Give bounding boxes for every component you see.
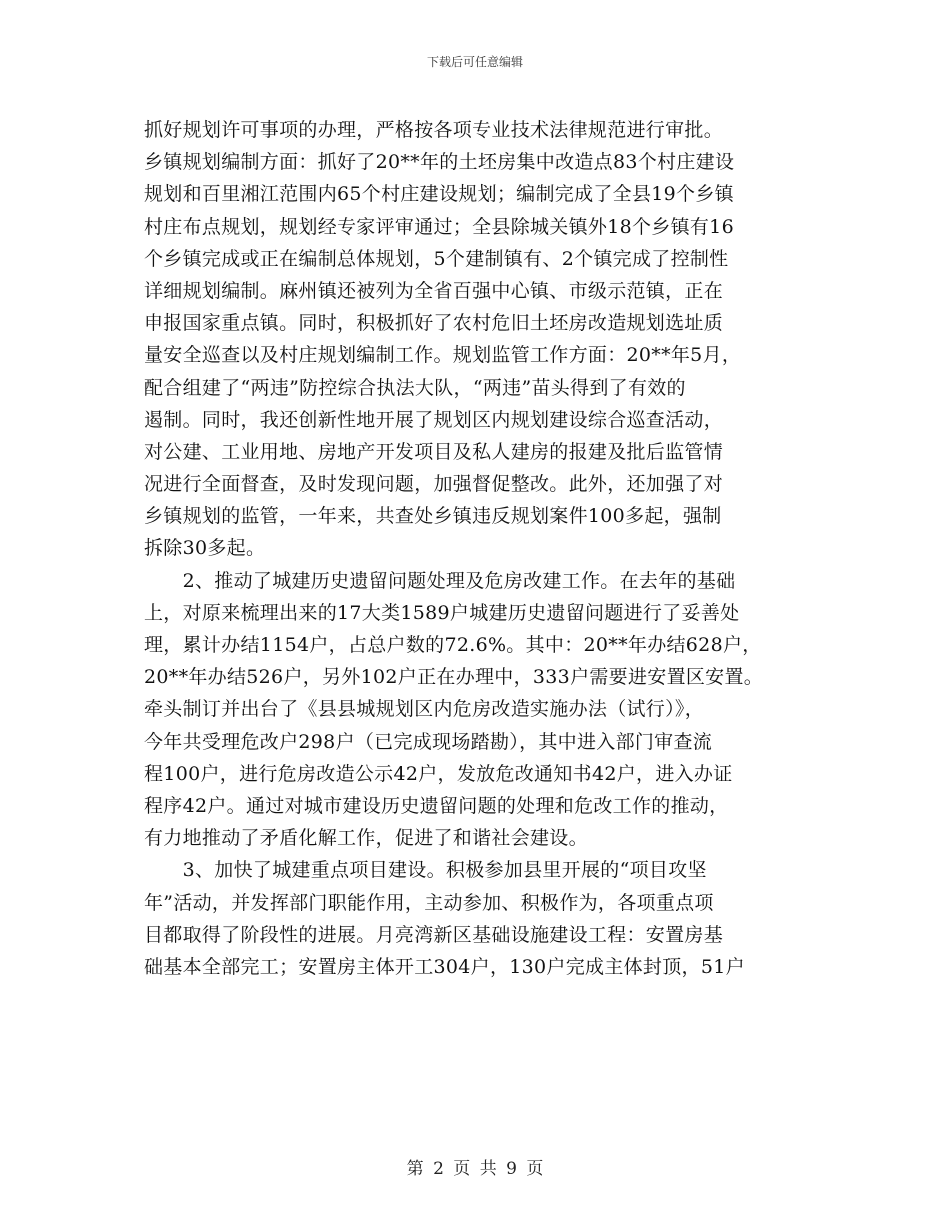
text-line: 有力地推动了矛盾化解工作，促进了和谐社会建设。 [144,827,588,850]
text-line: 年”活动，并发挥部门职能作用，主动参加、积极作为，各项重点项 [144,891,714,914]
text-line: 2、推动了城建历史遗留问题处理及危房改建工作。在去年的基础 [144,569,736,592]
paragraph-history-issues [144,565,824,855]
text-line: 村庄布点规划，规划经专家评审通过；全县除城关镇外18个乡镇有16 [144,215,734,238]
paragraph-planning [144,114,824,565]
text-line: 程序42户。通过对城市建设历史遗留问题的处理和危改工作的推动， [144,794,729,817]
text-line: 20**年办结526户，另外102户正在办理中，333户需要进安置区安置。 [144,666,764,689]
text-line: 配合组建了“两违”防控综合执法大队，“两违”苗头得到了有效的 [144,376,686,399]
document-body [144,114,824,983]
text-line: 抓好规划许可事项的办理，严格按各项专业技术法律规范进行审批。 [144,119,724,141]
text-line: 程100户，进行危房改造公示42户，发放危改通知书42户，进入办证 [144,762,733,785]
text-line: 量安全巡查以及村庄规划编制工作。规划监管工作方面：20**年5月， [144,344,742,367]
text-line: 申报国家重点镇。同时，积极抓好了农村危旧土坯房改造规划选址质 [144,312,724,335]
text-line: 规划和百里湘江范围内65个村庄建设规划；编制完成了全县19个乡镇 [144,183,734,206]
text-line: 3、加快了城建重点项目建设。积极参加县里开展的“项目攻坚 [144,859,707,882]
text-line: 础基本全部完工；安置房主体开工304户，130户完成主体封顶，51户 [144,955,745,978]
page-header: 下载后可任意编辑 [426,55,523,69]
text-line: 详细规划编制。麻州镇还被列为全省百强中心镇、市级示范镇，正在 [144,279,724,302]
text-line: 个乡镇完成或正在编制总体规划，5个建制镇有、2个镇完成了控制性 [144,247,729,270]
text-line: 遏制。同时，我还创新性地开展了规划区内规划建设综合巡查活动， [144,408,724,431]
text-line: 理，累计办结1154户，占总户数的72.6%。其中：20**年办结628户， [144,634,762,656]
paragraph-key-projects [144,854,824,983]
text-line: 牵头制订并出台了《县县城规划区内危房改造实施办法（试行）》， [144,698,705,721]
page-footer: 第 2 页 共 9 页 [406,1159,544,1179]
text-line: 拆除30多起。 [144,537,266,560]
text-line: 乡镇规划的监管，一年来，共查处乡镇违反规划案件100多起，强制 [144,505,722,528]
text-line: 今年共受理危改户298户（已完成现场踏勘），其中进入部门审查流 [144,730,713,753]
text-line: 目都取得了阶段性的进展。月亮湾新区基础设施建设工程：安置房基 [144,923,724,946]
text-line: 况进行全面督查，及时发现问题，加强督促整改。此外，还加强了对 [144,473,724,496]
text-line: 对公建、工业用地、房地产开发项目及私人建房的报建及批后监管情 [144,440,724,463]
text-line: 上，对原来梳理出来的17大类1589户城建历史遗留问题进行了妥善处 [144,601,740,624]
text-line: 乡镇规划编制方面：抓好了20**年的土坯房集中改造点83个村庄建设 [144,151,735,174]
